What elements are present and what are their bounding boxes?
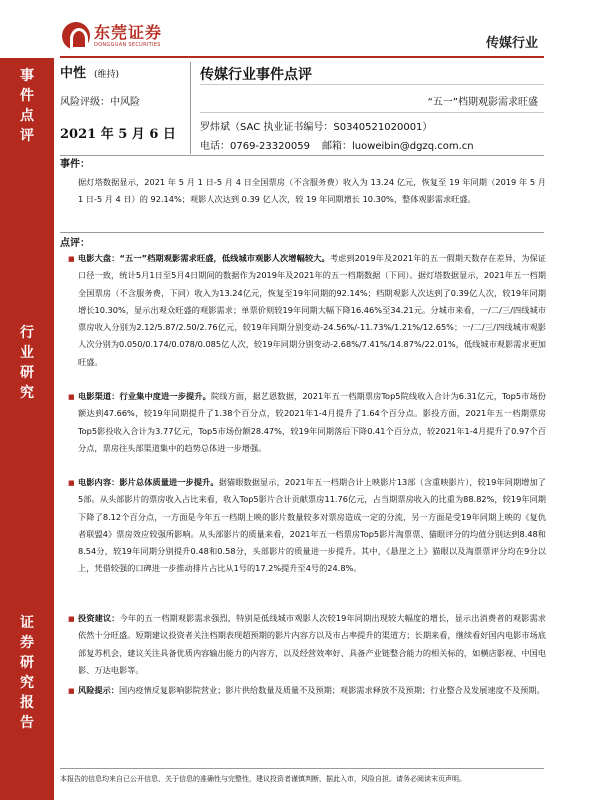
event-text: 据灯塔数据显示，2021 年 5 月 1 日-5 月 4 日全国票房（不含服务费）收入为 13.24 亿元，恢复至 19 年同期（2019 年 5 月 1 日-5 月 4 日）的 92.14%；观影人次达到 0.39 亿人次，较 19 年同期增长 10.30%，整体观影需求旺盛。	[78, 177, 546, 205]
event-divider	[60, 155, 544, 156]
sidebar-char: 报	[20, 695, 34, 711]
analyst-phone: 电话：0769-23320059	[200, 141, 310, 152]
rating-note: (维持)	[94, 70, 120, 80]
logo-chinese-name: 东莞证券	[94, 23, 163, 42]
sidebar-char: 究	[20, 675, 34, 691]
footer-disclaimer: 本报告的信息均来自已公开信息，关于信息的准确性与完整性，建议投资者谨慎判断，据此入市，风险自担。请务必阅读末页声明。	[60, 775, 466, 783]
sidebar-block-industry-research	[0, 323, 54, 403]
paragraph-channel-head: 电影渠道：行业集中度进一步提升。	[78, 391, 211, 401]
paragraph-channel	[78, 388, 546, 457]
title-divider	[200, 84, 544, 85]
bullet-icon: ■	[68, 393, 75, 401]
comment-label: 点评：	[60, 238, 90, 249]
analyst-divider	[200, 112, 544, 113]
company-logo	[62, 20, 182, 52]
paragraph-investment-head: 投资建议：	[78, 613, 120, 623]
sidebar-char: 件	[20, 88, 34, 104]
sidebar-block-securities-report	[0, 613, 54, 733]
sidebar-char: 研	[20, 655, 34, 671]
sidebar-char: 告	[20, 715, 34, 731]
sidebar-char: 事	[20, 68, 34, 84]
sidebar-char: 行	[20, 325, 34, 341]
paragraph-content	[78, 474, 546, 578]
bullet-icon: ■	[68, 615, 75, 623]
analyst-email[interactable]: 邮箱：luoweibin@dgzq.com.cn	[321, 141, 474, 152]
paragraph-risk-body: 国内疫情反复影响影院营业；影片供给数量及质量不及预期；观影需求释放不及预期；行业整合及发展速度不及预期。	[118, 685, 545, 695]
paragraph-market	[78, 250, 546, 371]
report-subtitle: “五一”档期观影需求旺盛	[427, 97, 538, 108]
paragraph-content-body: 据猫眼数据显示，2021年五一档期合计上映影片13部（含重映影片），较19年同期增加了5部。从头部影片的票房收入占比来看，收入Top5影片合计贡献票房11.76亿元，占当期票房收入的比重为88.82%，较19年同期下降了8.12个百分点，一方面是今年五一档期上映的影片数量较多对票房造成一定的分流，另一方面是受19年同期上映的《复仇者联盟4》票房效应较强所影响。从头部影片的质量来看，2021年五一档票房Top5影片淘票票、猫眼评分的均值分别达到8.48和8.54分，较19年同期分别提升0.48和0.58分，头部影片的质量进一步提升。其中，《悬崖之上》猫眼以及淘票票评分均在9分以上，凭借较强的口碑进一步推动排片占比从1号的17.2%提升至4号的24.8%。	[78, 477, 546, 574]
meta-divider	[190, 62, 191, 154]
sidebar-char: 究	[20, 385, 34, 401]
sidebar-char: 评	[20, 128, 34, 144]
sidebar-char: 券	[20, 635, 34, 651]
page-header	[0, 0, 600, 60]
header-divider	[60, 56, 544, 58]
sidebar-block-event-review	[0, 66, 54, 146]
sidebar-char: 业	[20, 345, 34, 361]
paragraph-channel-body: 院线方面，据艺恩数据，2021年五一档期票房Top5院线收入合计为6.31亿元，Top5市场份额达到47.66%，较19年同期提升了1.38个百分点，较2021年1-4月提升了1.64个百分点。影投方面，2021年五一档期票房Top5影投收入合计为3.77亿元，Top5市场份额28.47%，较19年同期落后下降0.41个百分点，较2021年1-4月提升了0.97个百分点，票房往头部渠道集中的趋势总体进一步增强。	[78, 391, 546, 453]
paragraph-investment-body: 今年的五一档期观影需求强烈，特别是低线城市观影人次较19年同期出现较大幅度的增长，显示出消费者的观影需求依然十分旺盛。短期建议投资者关注档期表现超预期的影片内容方以及市占率提升的渠道方；长期来看，继续看好国内电影市场底部复苏机会，建议关注具备优质内容输出能力的内容方，以及经营效率好、具备产业链整合能力的相关标的，如横店影视、中国电影、万达电影等。	[78, 613, 546, 675]
sidebar-char: 点	[20, 108, 34, 124]
analyst-contact	[200, 137, 474, 152]
sidebar-char: 研	[20, 365, 34, 381]
paragraph-content-head: 电影内容：影片总体质量进一步提升。	[78, 477, 219, 487]
bullet-icon: ■	[68, 687, 75, 695]
paragraph-market-body: 考虑到2019年及2021年的五一假期天数存在差异，为保证口径一致，统计5月1日至5月4日期间的数据作为2019年及2021年的五一档期数据（下同）。据灯塔数据显示，2021年五一档期全国票房（不含服务费，下同）收入为13.24亿元，恢复至19年同期的92.14%；档期观影人次达到了0.39亿人次，较19年同期增长10.30%，显示出观众旺盛的观影需求；单票价则较19年同期大幅下降16.46%至34.21元。分城市来看，一/二/三/四线城市票房收入分别为2.12/5.87/2.50/2.76亿元，较19年同期分别变动-24.56%/-11.73%/1.21%/12.65%；一/二/三/四线城市观影人次分别为0.050/0.174/0.078/0.085亿人次，较19年同期分别变动-2.68%/7.41%/14.87%/22.01%，低线城市观影需求更加旺盛。	[78, 253, 546, 367]
report-title: 传媒行业事件点评	[200, 67, 312, 83]
rating	[60, 62, 119, 81]
event-label: 事件：	[60, 159, 90, 170]
rating-value: 中性	[60, 66, 87, 81]
footer-divider	[60, 768, 544, 769]
sidebar-char: 证	[20, 615, 34, 631]
paragraph-risk-head: 风险提示：	[78, 685, 119, 695]
comment-divider	[60, 232, 544, 233]
logo-english-name: DONGGUAN SECURITIES	[94, 42, 161, 48]
analyst-name: 罗炜斌（SAC 执业证书编号：S0340521020001）	[200, 122, 433, 133]
bullet-icon: ■	[68, 479, 75, 487]
sidebar	[0, 58, 54, 800]
paragraph-market-head: 电影大盘：“五一”档期观影需求旺盛，低线城市观影人次增幅较大。	[78, 253, 330, 263]
paragraph-risk	[78, 682, 546, 699]
report-date: 2021 年 5 月 6 日	[60, 127, 176, 142]
risk-level: 风险评级：中风险	[60, 97, 140, 108]
paragraph-investment	[78, 610, 546, 679]
bullet-icon: ■	[68, 255, 75, 263]
industry-tag: 传媒行业	[485, 36, 538, 51]
logo-emblem-icon	[62, 22, 90, 50]
